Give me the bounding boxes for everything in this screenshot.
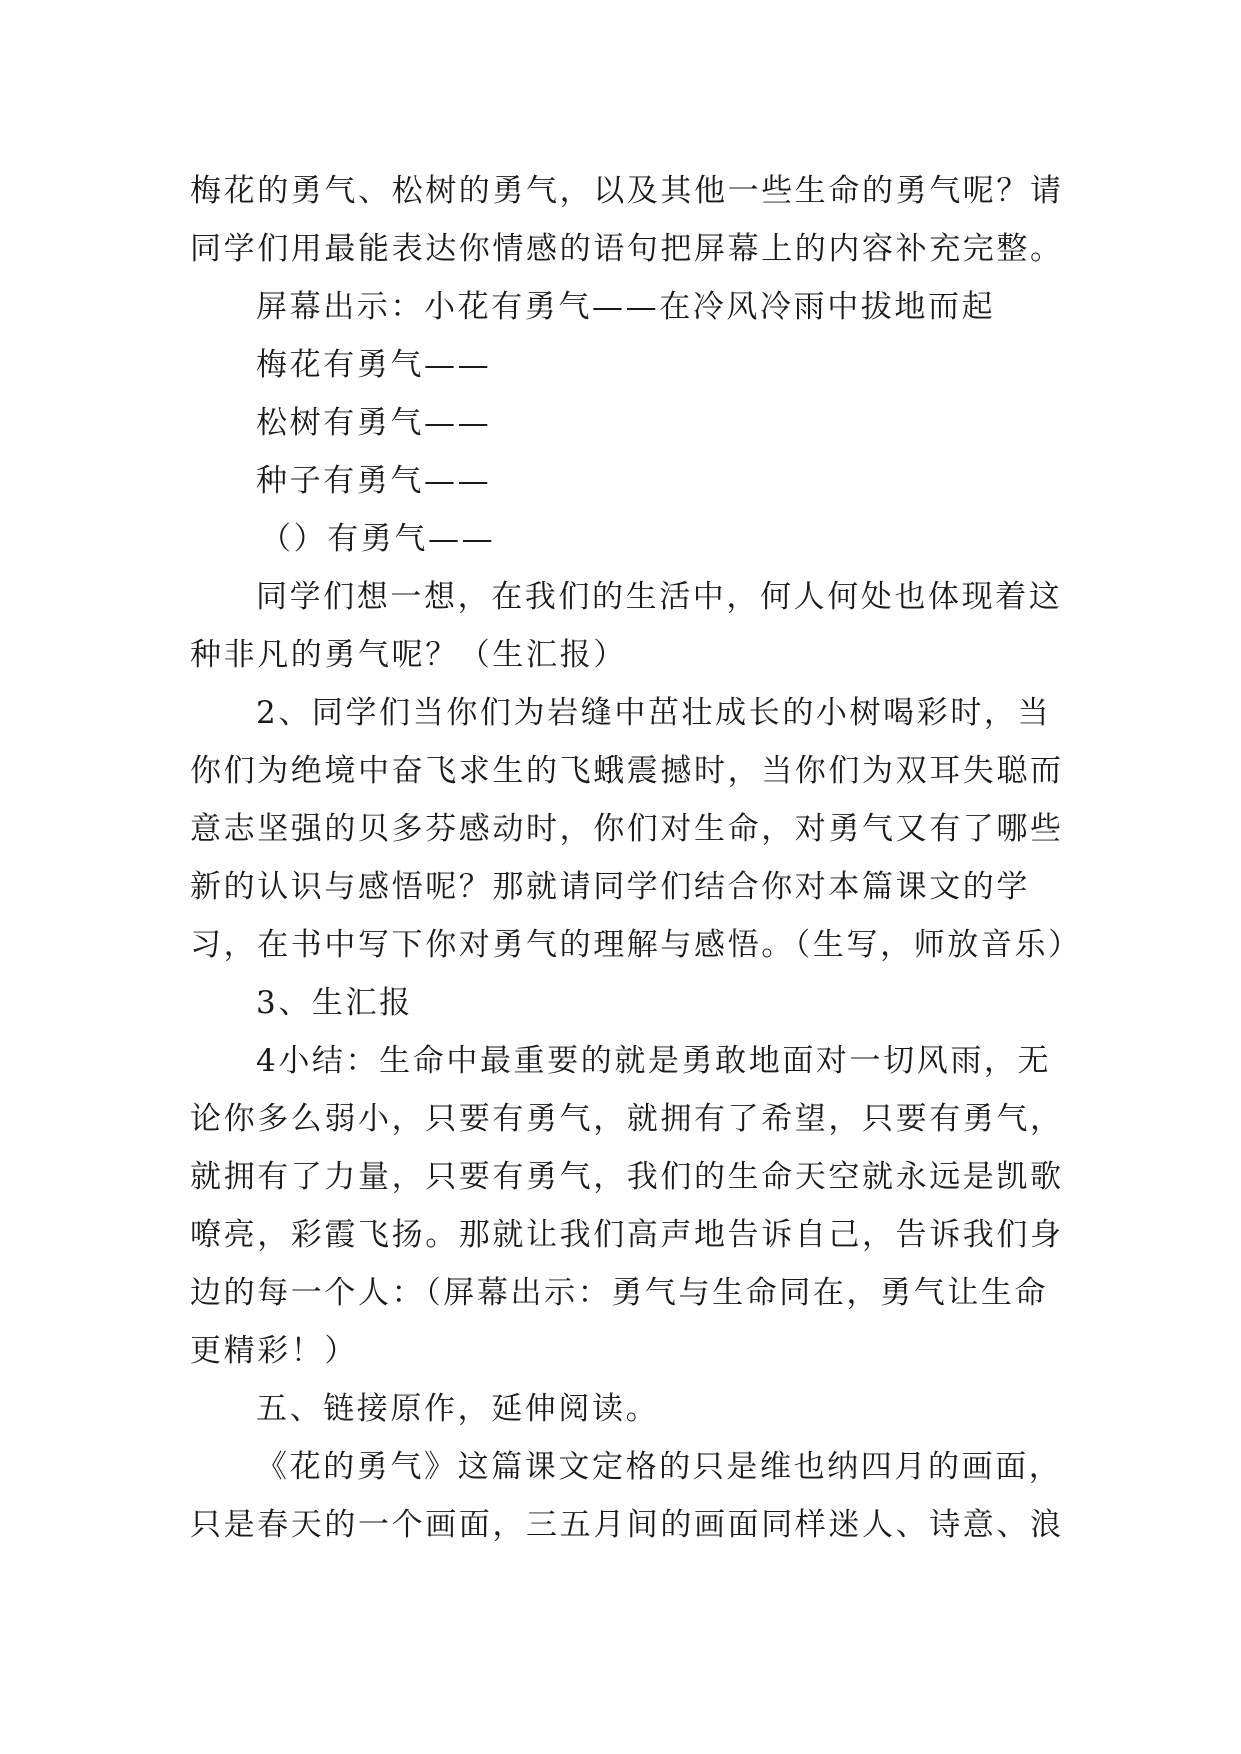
text-line: 更精彩！） — [190, 1333, 358, 1369]
text-line: 同学们想一想，在我们的生活中，何人何处也体现着这 — [256, 579, 1063, 615]
text-line: 种非凡的勇气呢？（生汇报） — [190, 637, 627, 673]
text-line: 论你多么弱小，只要有勇气，就拥有了希望，只要有勇气， — [190, 1101, 1064, 1137]
text-line: 新的认识与感悟呢？那就请同学们结合你对本篇课文的学 — [190, 869, 1030, 905]
text-line: 同学们用最能表达你情感的语句把屏幕上的内容补充完整。 — [190, 231, 1064, 267]
text-line: 梅花有勇气—— — [256, 347, 492, 383]
text-line: 梅花的勇气、松树的勇气，以及其他一些生命的勇气呢？请 — [190, 173, 1064, 209]
text-line: 屏幕出示：小花有勇气——在冷风冷雨中拔地而起 — [256, 289, 996, 325]
text-line: 五、链接原作，延伸阅读。 — [256, 1391, 660, 1427]
text-line: 习，在书中写下你对勇气的理解与感悟。（生写，师放音乐） — [190, 927, 1082, 963]
text-line: 种子有勇气—— — [256, 463, 492, 499]
text-line: 就拥有了力量，只要有勇气，我们的生命天空就永远是凯歌 — [190, 1159, 1064, 1195]
text-line: 意志坚强的贝多芬感动时，你们对生命，对勇气又有了哪些 — [190, 811, 1064, 847]
text-line: （）有勇气—— — [260, 521, 496, 557]
text-line: 4小结：生命中最重要的就是勇敢地面对一切风雨，无 — [256, 1043, 1052, 1079]
body-text — [190, 162, 1082, 1554]
text-line: 《花的勇气》这篇课文定格的只是维也纳四月的画面， — [256, 1449, 1063, 1485]
text-line: 松树有勇气—— — [256, 405, 492, 441]
text-line: 3、生汇报 — [256, 985, 413, 1021]
text-line: 你们为绝境中奋飞求生的飞蛾震撼时，当你们为双耳失聪而 — [190, 753, 1064, 789]
text-line: 2、同学们当你们为岩缝中茁壮成长的小树喝彩时，当 — [256, 695, 1052, 731]
text-line: 嘹亮，彩霞飞扬。那就让我们高声地告诉自己，告诉我们身 — [190, 1217, 1064, 1253]
text-line: 只是春天的一个画面，三五月间的画面同样迷人、诗意、浪 — [190, 1507, 1064, 1543]
text-line: 边的每一个人：（屏幕出示：勇气与生命同在，勇气让生命 — [190, 1275, 1049, 1311]
